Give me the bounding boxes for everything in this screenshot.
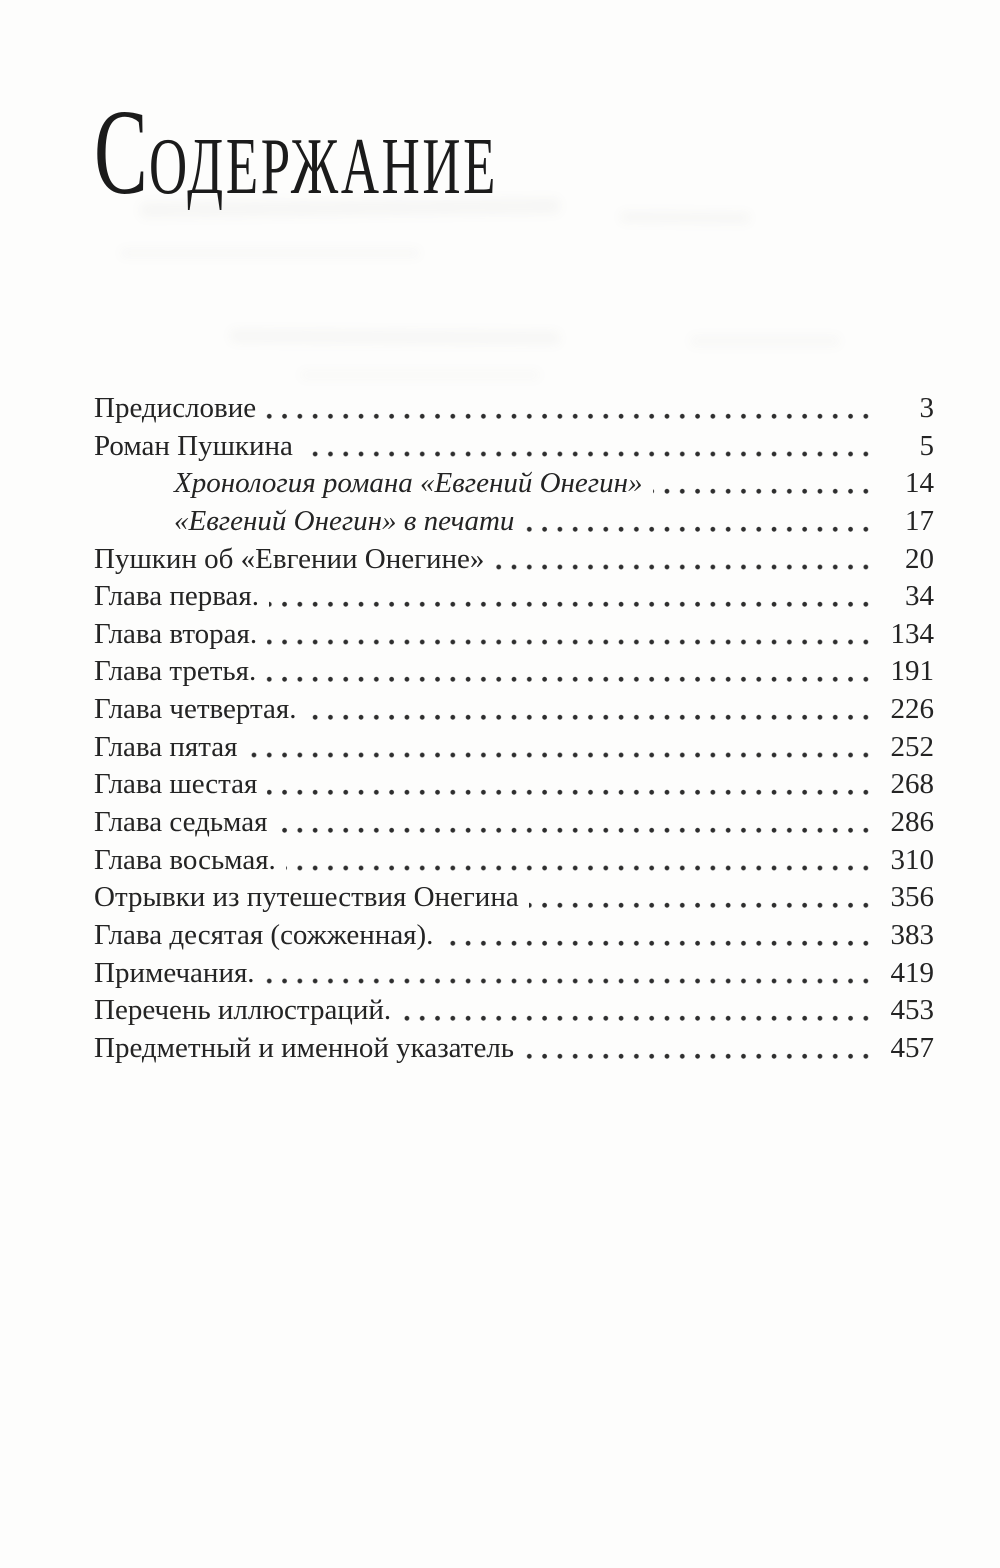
page-title-initial: С <box>94 85 150 220</box>
scan-artifact <box>230 329 560 345</box>
toc-entry-label: «Евгений Онегин» в печати <box>94 503 524 541</box>
toc-entry-page: 17 <box>878 503 934 541</box>
toc-row <box>94 616 934 654</box>
toc-entry-label: Предметный и именной указатель <box>94 1030 524 1068</box>
toc-entry-label: Предисловие <box>94 390 266 428</box>
toc-row <box>94 390 934 428</box>
toc-entry-page: 226 <box>878 691 934 729</box>
toc-row <box>94 465 934 503</box>
toc-entry-label: Роман Пушкина <box>94 428 303 466</box>
toc-row <box>94 766 934 804</box>
toc-entry-label: Примечания. <box>94 955 265 993</box>
toc-row <box>94 804 934 842</box>
toc-entry-page: 134 <box>878 616 934 654</box>
toc-list <box>94 390 934 1068</box>
toc-row <box>94 879 934 917</box>
toc-row <box>94 578 934 616</box>
scan-artifact <box>620 211 750 223</box>
toc-entry-label: Глава третья. <box>94 653 266 691</box>
toc-entry-page: 20 <box>878 541 934 579</box>
toc-row <box>94 955 934 993</box>
scan-artifact <box>690 335 840 347</box>
toc-entry-page: 252 <box>878 729 934 767</box>
toc-entry-label: Глава десятая (сожженная). <box>94 917 443 955</box>
toc-entry-page: 356 <box>878 879 934 917</box>
toc-row <box>94 653 934 691</box>
toc-entry-page: 457 <box>878 1030 934 1068</box>
toc-entry-page: 286 <box>878 804 934 842</box>
toc-entry-label: Глава седьмая <box>94 804 277 842</box>
toc-entry-label: Глава шестая <box>94 766 267 804</box>
toc-entry-label: Глава восьмая. <box>94 842 286 880</box>
toc-entry-page: 383 <box>878 917 934 955</box>
toc-row <box>94 503 934 541</box>
toc-row <box>94 428 934 466</box>
scan-artifact <box>120 248 420 258</box>
toc-entry-label: Хронология романа «Евгений Онегин» <box>94 465 653 503</box>
page-title <box>94 85 499 220</box>
scan-artifact <box>300 370 540 380</box>
toc-entry-page: 268 <box>878 766 934 804</box>
toc-entry-page: 310 <box>878 842 934 880</box>
toc-entry-page: 419 <box>878 955 934 993</box>
toc-entry-label: Глава вторая. <box>94 616 267 654</box>
toc-entry-page: 14 <box>878 465 934 503</box>
toc-entry-page: 5 <box>878 428 934 466</box>
toc-entry-label: Пушкин об «Евгении Онегине» <box>94 541 494 579</box>
toc-entry-label: Глава первая. <box>94 578 269 616</box>
toc-row <box>94 729 934 767</box>
toc-row <box>94 541 934 579</box>
toc-row <box>94 691 934 729</box>
toc-row <box>94 842 934 880</box>
toc-row <box>94 917 934 955</box>
toc-entry-label: Глава четвертая. <box>94 691 307 729</box>
toc-entry-label: Перечень иллюстраций. <box>94 992 401 1030</box>
toc-entry-label: Отрывки из путешествия Онегина <box>94 879 529 917</box>
toc-entry-page: 3 <box>878 390 934 428</box>
toc-entry-page: 34 <box>878 578 934 616</box>
toc-row <box>94 992 934 1030</box>
toc-entry-page: 191 <box>878 653 934 691</box>
toc-row <box>94 1030 934 1068</box>
toc-entry-label: Глава пятая <box>94 729 247 767</box>
page-title-rest: ОДЕРЖАНИЕ <box>149 123 499 211</box>
toc-entry-page: 453 <box>878 992 934 1030</box>
